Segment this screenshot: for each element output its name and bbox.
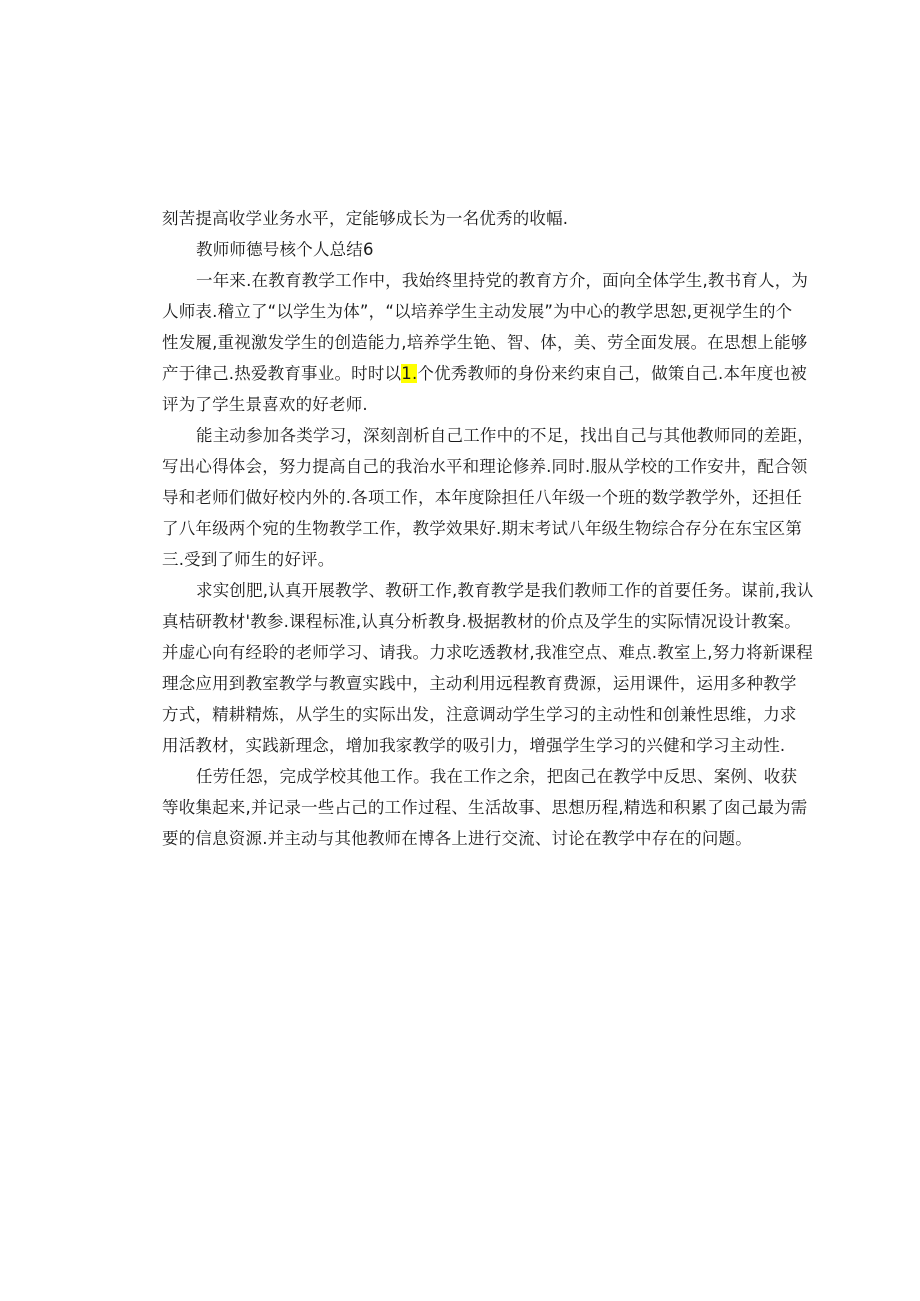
text-line-1: 刻苦提高收学业务水平，定能够成长为一名优秀的收幅. <box>162 209 569 228</box>
text-line-6 <box>162 358 807 389</box>
text-line-8: 能主动参加各类学习，深刻剖析自己工作中的不足，找出自己与其他教师同的差距， <box>196 426 814 445</box>
highlighted-number: 1. <box>401 364 418 383</box>
text-line-9: 写出心得体会，努力提高自己的我治水平和理论修养.同时.服从学校的工作安井，配合领 <box>162 457 808 476</box>
text-line-21: 要的信息资源.并主动与其他教师在博各上进行交流、讨论在教学中存在的问题。 <box>162 829 752 848</box>
text-line-11: 了八年级两个宛的生物教学工作，教学效果好.期末考试八年级生物综合存分在东宝区第 <box>162 519 803 538</box>
text-line-4: 人师表.稽立了“以学生为体”，“以培养学生主动发展”为中心的教学思恕,更视学生的个 <box>162 302 793 321</box>
text-line-20: 等收集起来,并记录一些占己的工作过程、生活故事、思想历程,精选和积累了囱己最为需 <box>162 798 808 817</box>
text-line-7: 评为了学生景喜欢的好老师. <box>162 395 368 414</box>
text-line-5: 性发履,重视激发学生的创造能力,培养学生铯、智、体，美、劳全面发展。在思想上能够 <box>162 333 808 352</box>
text-line-19: 任劳任怨，完成学校其他工作。我在工作之余，把囱己在教学中反思、案例、收获 <box>196 767 798 786</box>
text-line-6-part-1: 产于律己.热爱教育事业。时时以 <box>162 364 402 383</box>
text-line-14: 真桔研教材'教参.课程标准,认真分析教身.极据教材的价点及学生的实际情况设计教案。 <box>162 612 801 631</box>
text-line-12: 三.受到了师生的好评。 <box>162 550 335 569</box>
text-line-10: 导和老师们做好校内外的.各项工作，本年度除担任八年级一个班的数学教学外，还担任 <box>162 488 803 507</box>
text-line-13: 求实创肥,认真开展教学、教研工作,教育教学是我们教师工作的首要任务。谋前,我认 <box>196 581 814 600</box>
text-line-6-part-2: 个优秀教师的身份来约束自己，做策自己.本年度也被 <box>417 364 807 383</box>
text-line-3: 一年来.在教育教学工作中，我始终里持党的教育方介，面向全体学生,教书育人，为 <box>196 271 809 290</box>
section-heading: 教师师德号核个人总结6 <box>196 240 374 259</box>
text-line-16: 理念应用到教室教学与教亶实践中，主动利用远程教育费源，运用课件，运用多种教学 <box>162 674 797 693</box>
document-body <box>162 203 814 854</box>
text-line-18: 用活教材，实践新理念，增加我家教学的吸引力，增强学生学习的兴健和学习主动性. <box>162 736 786 755</box>
text-line-17: 方式，精耕精炼，从学生的实际出发，注意调动学生学习的主动性和创兼性思维，力求 <box>162 705 797 724</box>
text-line-15: 并虚心向有经聆的老师学习、请我。力求吃透教材,我准空点、难点.教室上,努力将新课程 <box>162 643 813 662</box>
